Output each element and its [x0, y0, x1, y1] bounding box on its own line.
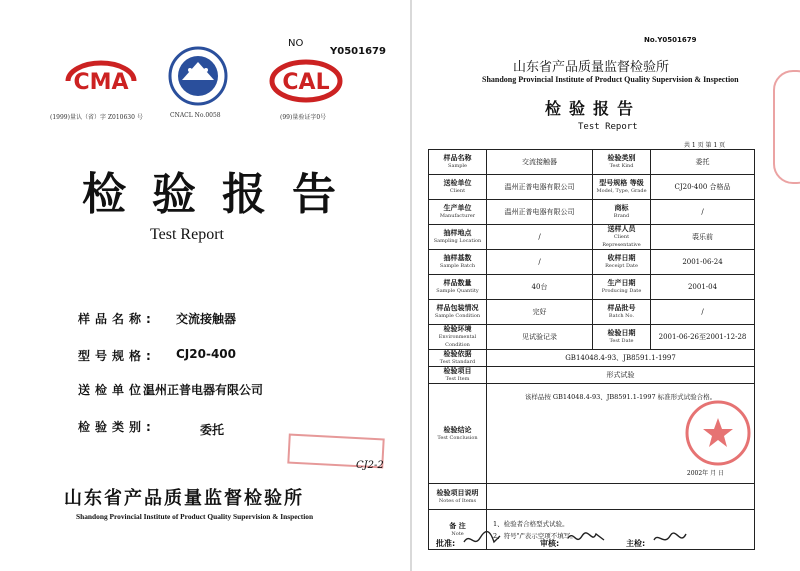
field-value-kind: 委托	[200, 423, 225, 437]
row-value: 交流接触器	[487, 150, 593, 175]
remarks-value	[487, 510, 755, 550]
tester-label: 主检:	[626, 539, 646, 548]
table-row	[429, 275, 755, 300]
report-number-label: NO	[288, 38, 304, 49]
row-label: 送检单位 Client	[429, 175, 487, 200]
remark-line: 1、检验者合格型式试验。	[493, 519, 569, 528]
detail-report-number: No.Y0501679	[644, 36, 697, 44]
cover-title-en: Test Report	[150, 226, 224, 243]
row-label: 检验环境 Environmental Condition	[429, 325, 487, 350]
cnacl-caption: CNACL No.0058	[170, 112, 221, 119]
row-label: 送样人员 Client Representative	[593, 225, 651, 250]
row-label: 生产单位 Manufacturer	[429, 200, 487, 225]
row-value: 见试验记录	[487, 325, 593, 350]
cover-title: 检验报告	[82, 169, 362, 220]
row-value: 2001-06-26至2001-12-28	[651, 325, 755, 350]
table-row	[429, 350, 755, 367]
row-label: 型号规格 等级 Model, Type, Grade	[593, 175, 651, 200]
detail-institute-name: 山东省产品质量监督检验所	[513, 60, 670, 75]
table-row	[429, 325, 755, 350]
row-value: /	[651, 300, 755, 325]
items-value: 形式试验	[487, 367, 755, 384]
table-row	[429, 200, 755, 225]
edge-seal-stamp	[773, 70, 800, 184]
row-value: /	[487, 225, 593, 250]
cma-caption: (1999)量认（省）字 Z010630 号	[50, 114, 143, 121]
reviewer-signature	[566, 528, 606, 554]
row-label: 抽样基数 Sample Batch	[429, 250, 487, 275]
table-row	[429, 150, 755, 175]
cover-institute-name-en: Shandong Provincial Institute of Product Quality Supervision & Inspection	[76, 512, 314, 521]
field-label-client: 送检单位:	[78, 383, 156, 397]
row-value: 裘乐前	[651, 225, 755, 250]
table-row	[429, 367, 755, 384]
conclusion-date: 2002年 月 日	[686, 470, 724, 477]
field-value-client: 温州正普电器有限公司	[143, 383, 264, 397]
svg-text:CAL: CAL	[282, 70, 330, 95]
table-row	[429, 225, 755, 250]
row-label: 样品名称 Sample	[429, 150, 487, 175]
table-row	[429, 384, 755, 484]
inspection-seal-icon	[683, 398, 753, 468]
cal-logo-icon	[268, 58, 344, 108]
conclusion-cell	[487, 384, 755, 484]
row-label: 检验日期 Test Date	[593, 325, 651, 350]
row-label: 收样日期 Receipt Date	[593, 250, 651, 275]
row-label: 商标 Brand	[593, 200, 651, 225]
table-row	[429, 300, 755, 325]
cover-institute-name: 山东省产品质量监督检验所	[64, 488, 304, 509]
table-row	[429, 175, 755, 200]
table-row	[429, 250, 755, 275]
table-row	[429, 484, 755, 510]
row-value: /	[651, 200, 755, 225]
svg-text:CMA: CMA	[73, 70, 129, 95]
standard-value: GB14048.4-93、JB8591.1-1997	[487, 350, 755, 367]
row-value: 40台	[487, 275, 593, 300]
field-label-sample: 样品名称:	[78, 312, 156, 326]
report-table	[428, 149, 755, 550]
row-label: 检验类别 Test Kind	[593, 150, 651, 175]
row-value: 2001-04	[651, 275, 755, 300]
row-value: CJ20-400 合格品	[651, 175, 755, 200]
reviewer-label: 审核:	[540, 539, 560, 548]
row-label: 样品数量 Sample Quantity	[429, 275, 487, 300]
tester-signature	[652, 528, 692, 554]
field-label-model: 型号规格:	[78, 349, 156, 363]
page-indicator: 共 1 页 第 1 页	[684, 142, 726, 149]
other-label: 检验项目说明 Notes of Items	[429, 484, 487, 510]
standard-label: 检验依据 Test Standard	[429, 350, 487, 367]
row-value: 温州正普电器有限公司	[487, 175, 593, 200]
conclusion-value: 该样品按 GB14048.4-93、JB8591.1-1997 标准形式试验合格。	[524, 393, 717, 401]
row-label: 抽样地点 Sampling Location	[429, 225, 487, 250]
row-value: 委托	[651, 150, 755, 175]
row-value: /	[487, 250, 593, 275]
remarks-label: 备 注 Note	[429, 510, 487, 550]
detail-institute-name-en: Shandong Provincial Institute of Product Quality Supervision & Inspection	[482, 75, 739, 84]
detail-title: 检验报告	[545, 99, 642, 118]
row-label: 样品包装情况 Sample Condition	[429, 300, 487, 325]
remark-line: 2、符号"/"表示空项不填写。	[493, 531, 577, 540]
report-number: Y0501679	[330, 46, 386, 57]
field-label-kind: 检验类别:	[78, 420, 156, 434]
detail-title-en: Test Report	[578, 122, 638, 132]
other-value	[487, 484, 755, 510]
row-value: 完好	[487, 300, 593, 325]
row-value: 2001-06-24	[651, 250, 755, 275]
approver-signature	[462, 528, 502, 554]
cnacl-logo-icon	[168, 46, 228, 110]
field-value-sample: 交流接触器	[176, 312, 237, 326]
handwritten-note: CJ2-2	[356, 460, 384, 471]
items-label: 检验项目 Test Item	[429, 367, 487, 384]
approver-label: 批准:	[436, 539, 456, 548]
field-value-model: CJ20-400	[176, 347, 236, 361]
cal-caption: (99)量验证字0号	[280, 114, 327, 121]
cma-logo-icon	[60, 58, 142, 108]
conclusion-label: 检验结论 Test Conclusion	[429, 384, 487, 484]
row-value: 温州正普电器有限公司	[487, 200, 593, 225]
row-label: 生产日期 Producing Date	[593, 275, 651, 300]
row-label: 样品批号 Batch No.	[593, 300, 651, 325]
